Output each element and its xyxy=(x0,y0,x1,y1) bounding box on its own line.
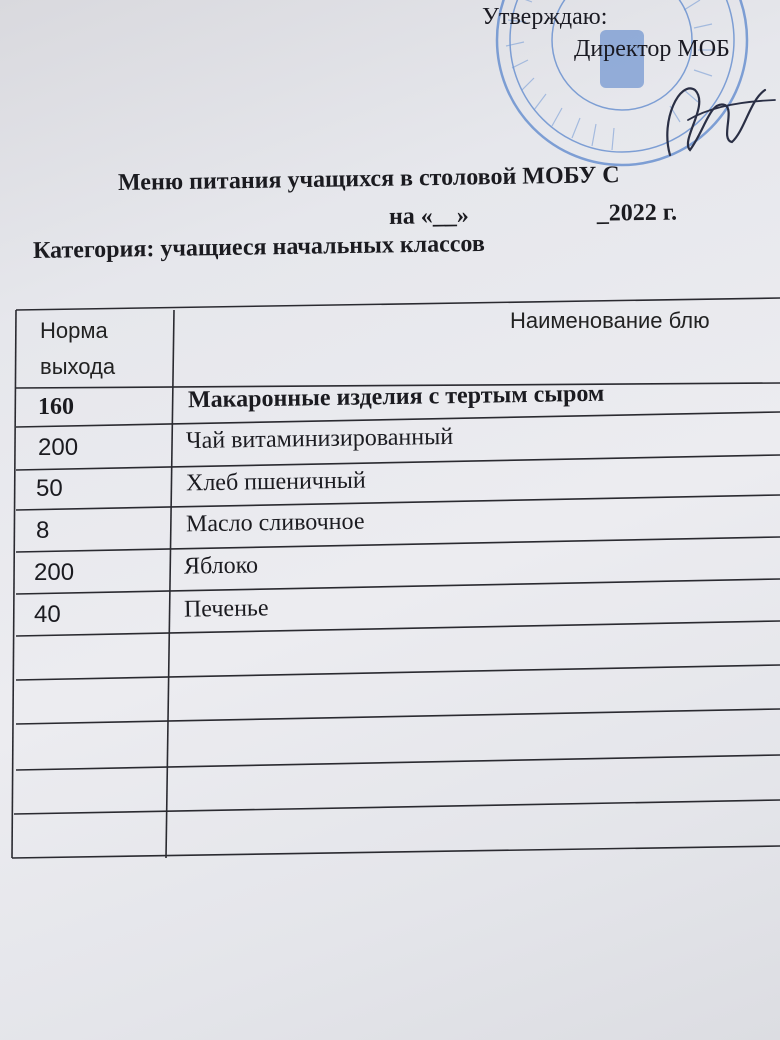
date-year: _2022 г. xyxy=(596,199,678,227)
document-title: Меню питания учащихся в столовой МОБУ С xyxy=(117,162,620,196)
row-dish: Масло сливочное xyxy=(185,508,365,538)
row-qty: 200 xyxy=(34,559,75,586)
row-qty: 40 xyxy=(34,601,61,628)
header-norm-line2: выхода xyxy=(40,354,116,379)
row-qty: 160 xyxy=(38,394,74,420)
approval-label: Утверждаю: xyxy=(482,4,608,30)
header-dish-name: Наименование блю xyxy=(510,308,710,333)
row-dish: Хлеб пшеничный xyxy=(185,467,366,497)
row-dish: Печенье xyxy=(183,595,269,623)
date-prefix: на «__» xyxy=(388,202,470,230)
category-line: Категория: учащиеся начальных классов xyxy=(32,230,486,264)
row-qty: 8 xyxy=(36,517,50,544)
approval-director: Директор МОБ xyxy=(574,36,730,62)
row-dish: Чай витаминизированный xyxy=(185,423,454,455)
header-norm-line1: Норма xyxy=(40,318,108,343)
row-qty: 200 xyxy=(38,434,79,461)
row-qty: 50 xyxy=(36,475,63,502)
row-dish: Макаронные изделия с тертым сыром xyxy=(187,380,605,414)
row-dish: Яблоко xyxy=(183,552,259,580)
